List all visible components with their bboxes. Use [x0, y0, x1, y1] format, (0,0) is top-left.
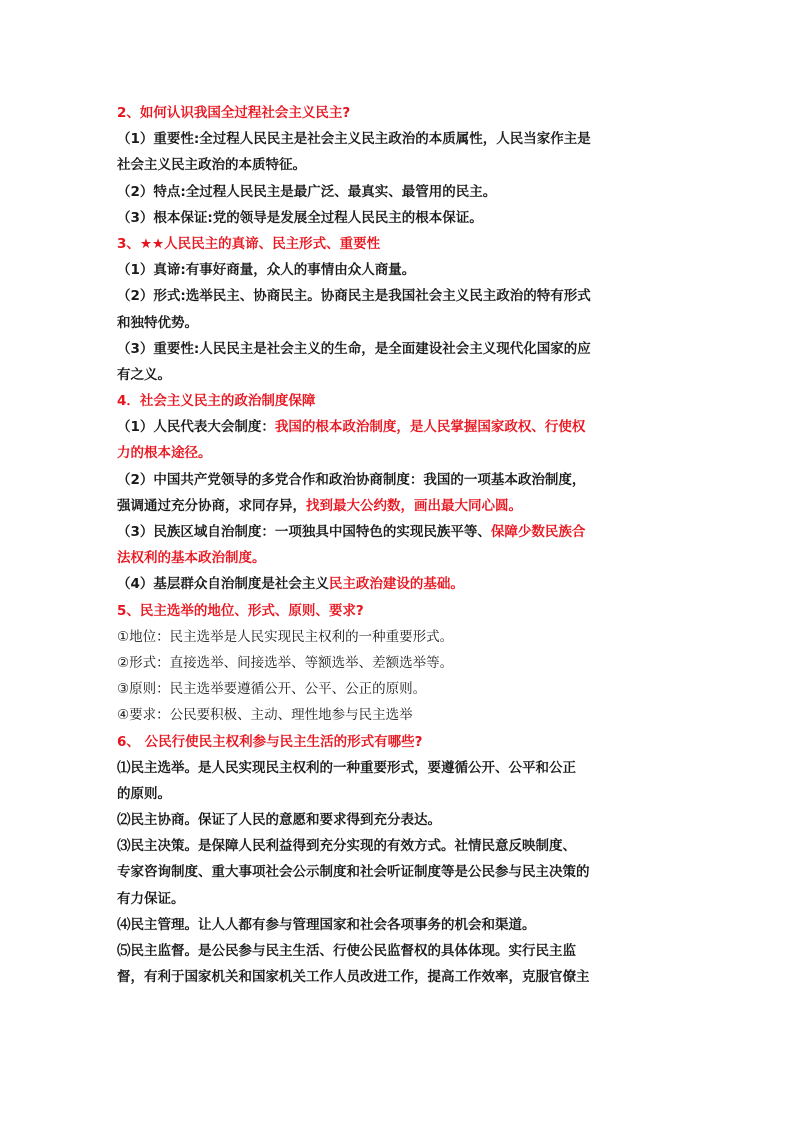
s4-para-3-highlight: 保障少数民族合: [490, 524, 586, 540]
s2-para-1-cont: 社会主义民主政治的本质特征。: [117, 157, 306, 174]
s3-para-3: （3）重要性:人民民主是社会主义的生命，是全面建设社会主义现代化国家的应: [117, 340, 591, 357]
s6-para-2: ⑵民主协商。保证了人民的意愿和要求得到充分表达。: [117, 812, 441, 829]
section-2-heading: 2、如何认识我国全过程社会主义民主?: [117, 105, 351, 121]
s4-para-1-label: （1）人民代表大会制度：: [117, 419, 275, 436]
s4-para-4: [117, 571, 683, 597]
section-5-heading: 5、民主选举的地位、形式、原则、要求?: [117, 602, 364, 619]
s6-para-1-cont: 的原则。: [117, 785, 171, 802]
s4-para-2: （2）中国共产党领导的多党合作和政治协商制度：我国的一项基本政治制度，: [117, 471, 586, 488]
s2-para-1: （1）重要性:全过程人民民主是社会主义民主政治的本质属性，人民当家作主是: [117, 131, 591, 148]
s3-para-3-cont: 有之义。: [117, 366, 171, 383]
s6-para-3-cont-1: 专家咨询制度、重大事项社会公示制度和社会听证制度等是公民参与民主决策的: [117, 864, 590, 881]
s4-para-1-highlight: 我国的根本政治制度，是人民掌握国家政权、行使权: [274, 419, 586, 436]
s5-item-3: ③原则：民主选举要遵循公开、公平、公正的原则。: [117, 681, 427, 698]
s4-para-3-text: （3）民族区域自治制度：一项独具中国特色的实现民族平等、: [117, 524, 491, 540]
s6-para-3: ⑶民主决策。是保障人民利益得到充分实现的有效方式。社情民意反映制度、: [117, 838, 576, 855]
section-4-heading: 4．社会主义民主的政治制度保障: [117, 393, 316, 410]
s3-para-2: （2）形式:选举民主、协商民主。协商民主是我国社会主义民主政治的特有形式: [117, 288, 591, 305]
s4-para-4-highlight: 民主政治建设的基础。: [328, 576, 464, 593]
s6-para-5: ⑸民主监督。是公民参与民主生活、行使公民监督权的具体体现。实行民主监: [117, 943, 576, 959]
s3-para-1: （1）真谛:有事好商量，众人的事情由众人商量。: [117, 262, 416, 279]
s4-para-1-cont: 力的根本途径。: [117, 445, 212, 462]
s4-para-3: [117, 519, 683, 545]
s4-para-1: [117, 414, 683, 440]
s4-para-2-cont: [117, 493, 683, 519]
s2-para-2: （2）特点:全过程人民民主是最广泛、最真实、最管用的民主。: [117, 183, 497, 200]
section-3-heading: 3、★★人民民主的真谛、民主形式、重要性: [117, 235, 381, 252]
s4-para-4-text: （4）基层群众自治制度是社会主义: [117, 576, 329, 593]
s2-para-3: （3）根本保证:党的领导是发展全过程人民民主的根本保证。: [117, 209, 483, 226]
s4-para-3-cont: 法权利的基本政治制度。: [117, 550, 266, 567]
s4-para-2-text: 强调通过充分协商，求同存异，: [117, 497, 306, 514]
s5-item-2: ②形式：直接选举、间接选举、等额选举、差额选举等。: [117, 654, 454, 671]
s6-para-4: ⑷民主管理。让人人都有参与管理国家和社会各项事务的机会和渠道。: [117, 916, 536, 933]
document-page: [117, 100, 683, 990]
s5-item-4: ④要求：公民要积极、主动、理性地参与民主选举: [117, 707, 413, 724]
s5-item-1: ①地位：民主选举是人民实现民主权利的一种重要形式。: [117, 628, 454, 645]
s3-para-2-cont: 和独特优势。: [117, 314, 198, 331]
section-6-heading: 6、 公民行使民主权利参与民主生活的形式有哪些?: [117, 733, 423, 750]
s6-para-5-cont: 督，有利于国家机关和国家机关工作人员改进工作，提高工作效率，克服官僚主: [117, 969, 590, 986]
s4-para-2-highlight: 找到最大公约数，画出最大同心圆。: [306, 497, 522, 514]
s6-para-1: ⑴民主选举。是人民实现民主权利的一种重要形式，要遵循公开、公平和公正: [117, 759, 576, 776]
s6-para-3-cont-2: 有力保证。: [117, 890, 185, 907]
